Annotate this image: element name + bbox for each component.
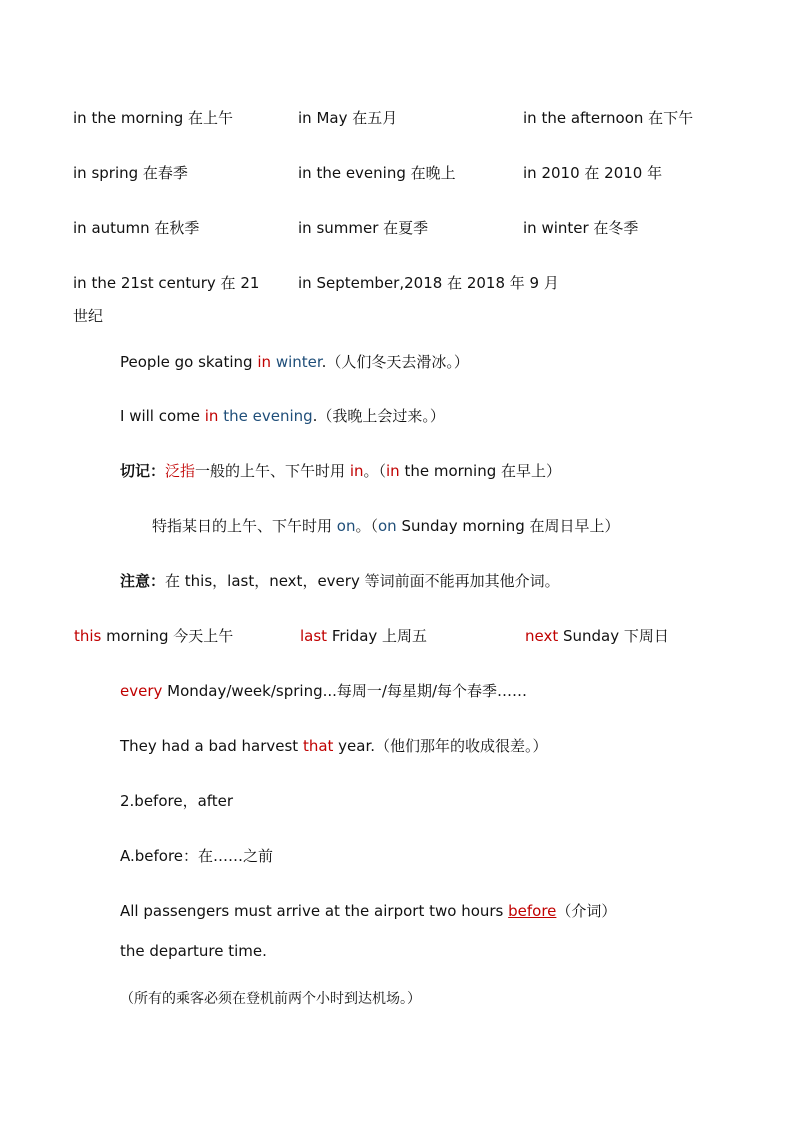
note-attention [120, 571, 560, 591]
demo-next-sunday [525, 626, 669, 646]
demo-text: Sunday 下周日 [558, 627, 669, 645]
example-note: （介词） [556, 902, 617, 920]
grid-cell-in-the-morning: in the morning 在上午 [73, 109, 233, 127]
example-text: All passengers must arrive at the airport two hours [120, 902, 509, 920]
section-title: 2.before，after [120, 792, 234, 810]
keyword-in: in [204, 407, 219, 425]
grid-cell-in-winter: in winter 在冬季 [523, 219, 639, 237]
keyword-on: on [336, 517, 356, 535]
grid-cell-in-the-evening: in the evening 在晚上 [298, 164, 456, 182]
demo-this-morning [74, 626, 233, 646]
note-text: 特指某日的上午、下午时用 [152, 517, 337, 535]
keyword-winter: winter [275, 353, 322, 371]
note-text: Sunday morning 在周日早上） [396, 517, 620, 535]
note-text: 。（ [355, 517, 378, 535]
note-general [120, 461, 561, 481]
before-example-line1 [120, 901, 616, 921]
keyword-last: last [300, 627, 328, 645]
example-text: They had a bad harvest [120, 737, 303, 755]
example-evening [120, 406, 445, 426]
keyword-before: before [508, 902, 557, 920]
every-line [120, 681, 527, 701]
keyword-in: in [386, 462, 400, 480]
keyword-every: every [120, 682, 163, 700]
note-label: 注意： [120, 572, 166, 590]
grid-cell-in-spring: in spring 在春季 [73, 164, 188, 182]
example-translation: year.（他们那年的收成很差。） [333, 737, 548, 755]
keyword-this: this [74, 627, 102, 645]
note-text: the morning 在早上） [399, 462, 562, 480]
keyword-in: in [349, 462, 364, 480]
example-translation: .（人们冬天去滑冰。） [321, 353, 469, 371]
grid-cell-in-2010: in 2010 在 2010 年 [523, 164, 663, 182]
before-example-line2: the departure time. [120, 942, 267, 960]
before-example-translation: （所有的乘客必须在登机前两个小时到达机场。） [120, 991, 421, 1007]
keyword-in: in [257, 353, 272, 371]
example-translation: .（我晚上会过来。） [312, 407, 445, 425]
keyword-that: that [302, 737, 334, 755]
note-text: 。（ [363, 462, 387, 480]
grid-cell-in-the-afternoon: in the afternoon 在下午 [523, 109, 694, 127]
keyword-the-evening: the evening [223, 407, 313, 425]
demo-last-friday [300, 626, 427, 646]
grid-cell-in-summer: in summer 在夏季 [298, 219, 429, 237]
example-text: People go skating [120, 353, 258, 371]
demo-text: Friday 上周五 [327, 627, 428, 645]
note-specific [152, 516, 620, 536]
grid-cell-in-autumn: in autumn 在秋季 [73, 219, 200, 237]
note-label: 切记： [120, 462, 166, 480]
that-year-line [120, 736, 548, 756]
sub-title: A.before：在……之前 [120, 847, 274, 865]
every-text: Monday/week/spring...每周一/每星期/每个春季…… [162, 682, 528, 700]
keyword-on: on [377, 517, 397, 535]
keyword-next: next [525, 627, 559, 645]
grid-cell-century-wrap: 世纪 [73, 307, 104, 325]
grid-cell-in-may: in May 在五月 [298, 109, 398, 127]
note-text: 在 this，last，next，every 等词前面不能再加其他介词。 [165, 572, 560, 590]
example-text: I will come [120, 407, 205, 425]
note-text: 一般的上午、下午时用 [195, 462, 350, 480]
demo-text: morning 今天上午 [101, 627, 234, 645]
example-winter [120, 352, 469, 372]
grid-cell-in-the-21st-century: in the 21st century 在 21 [73, 274, 260, 292]
grid-cell-in-september-2018: in September,2018 在 2018 年 9 月 [298, 274, 559, 292]
keyword-fanzhi: 泛指 [165, 462, 196, 480]
